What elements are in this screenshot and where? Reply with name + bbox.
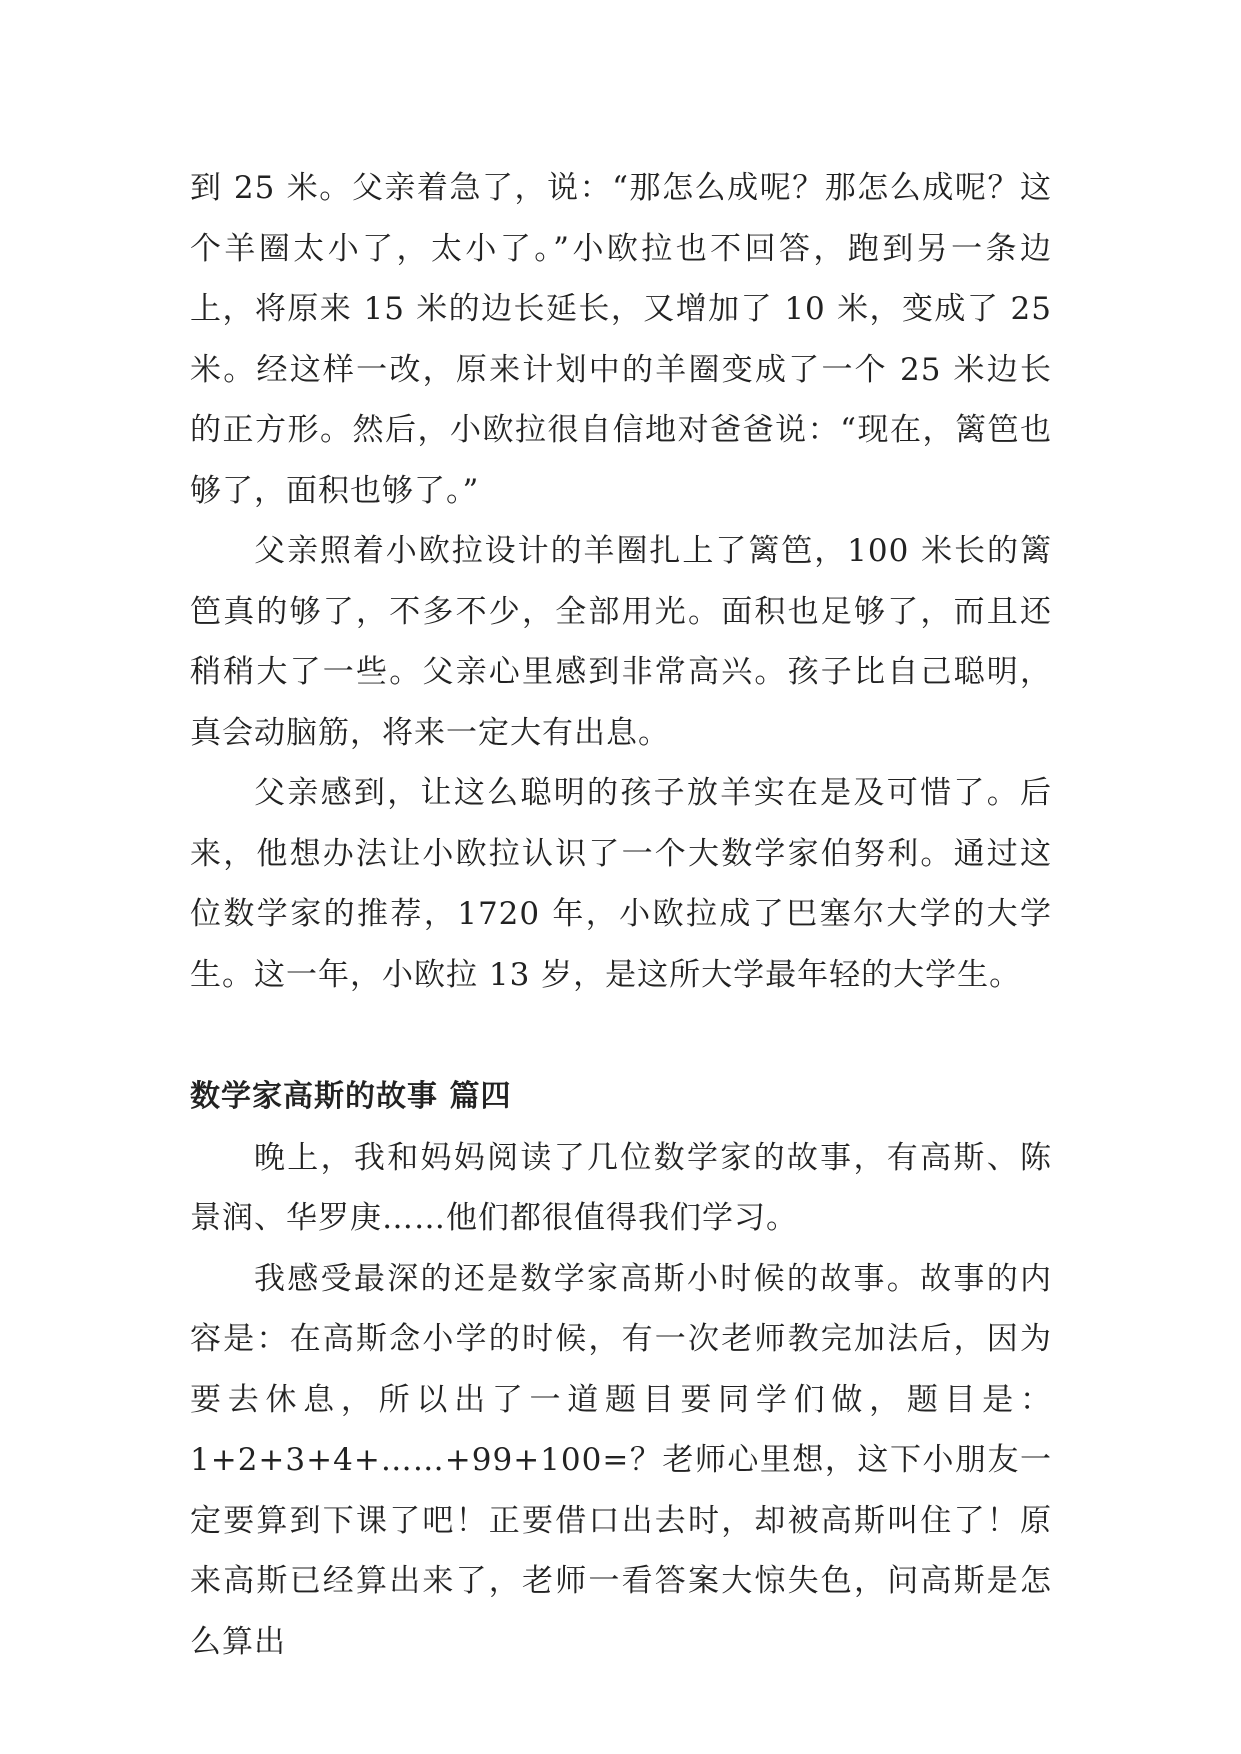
paragraph-1: 到 25 米。父亲着急了，说：“那怎么成呢？那怎么成呢？这个羊圈太小了，太小了。”小欧拉也不回答，跑到另一条边上，将原来 15 米的边长延长，又增加了 10 米，变成了 25 米。经这样一改，原来计划中的羊圈变成了一个 25 米边长的正方形。然后，小欧拉很自信地对爸爸说：“现在，篱笆也够了，面积也够了。” <box>190 170 1052 509</box>
document-page <box>190 158 1052 1672</box>
section-heading: 数学家高斯的故事 篇四 <box>190 1079 512 1114</box>
paragraph-2: 父亲照着小欧拉设计的羊圈扎上了篱笆，100 米长的篱笆真的够了，不多不少，全部用光。面积也足够了，而且还稍稍大了一些。父亲心里感到非常高兴。孩子比自己聪明，真会动脑筋，将来一定大有出息。 <box>190 533 1052 751</box>
paragraph-4: 晚上，我和妈妈阅读了几位数学家的故事，有高斯、陈景润、华罗庚……他们都很值得我们学习。 <box>190 1139 1052 1236</box>
paragraph-5: 我感受最深的还是数学家高斯小时候的故事。故事的内容是：在高斯念小学的时候，有一次老师教完加法后，因为要去休息，所以出了一道题目要同学们做，题目是：1+2+3+4+……+99+100=？老师心里想，这下小朋友一定要算到下课了吧！正要借口出去时，却被高斯叫住了！原来高斯已经算出来了，老师一看答案大惊失色，问高斯是怎么算出 <box>190 1260 1052 1660</box>
paragraph-3: 父亲感到，让这么聪明的孩子放羊实在是及可惜了。后来，他想办法让小欧拉认识了一个大数学家伯努利。通过这位数学家的推荐，1720 年，小欧拉成了巴塞尔大学的大学生。这一年，小欧拉 13 岁，是这所大学最年轻的大学生。 <box>190 775 1052 993</box>
